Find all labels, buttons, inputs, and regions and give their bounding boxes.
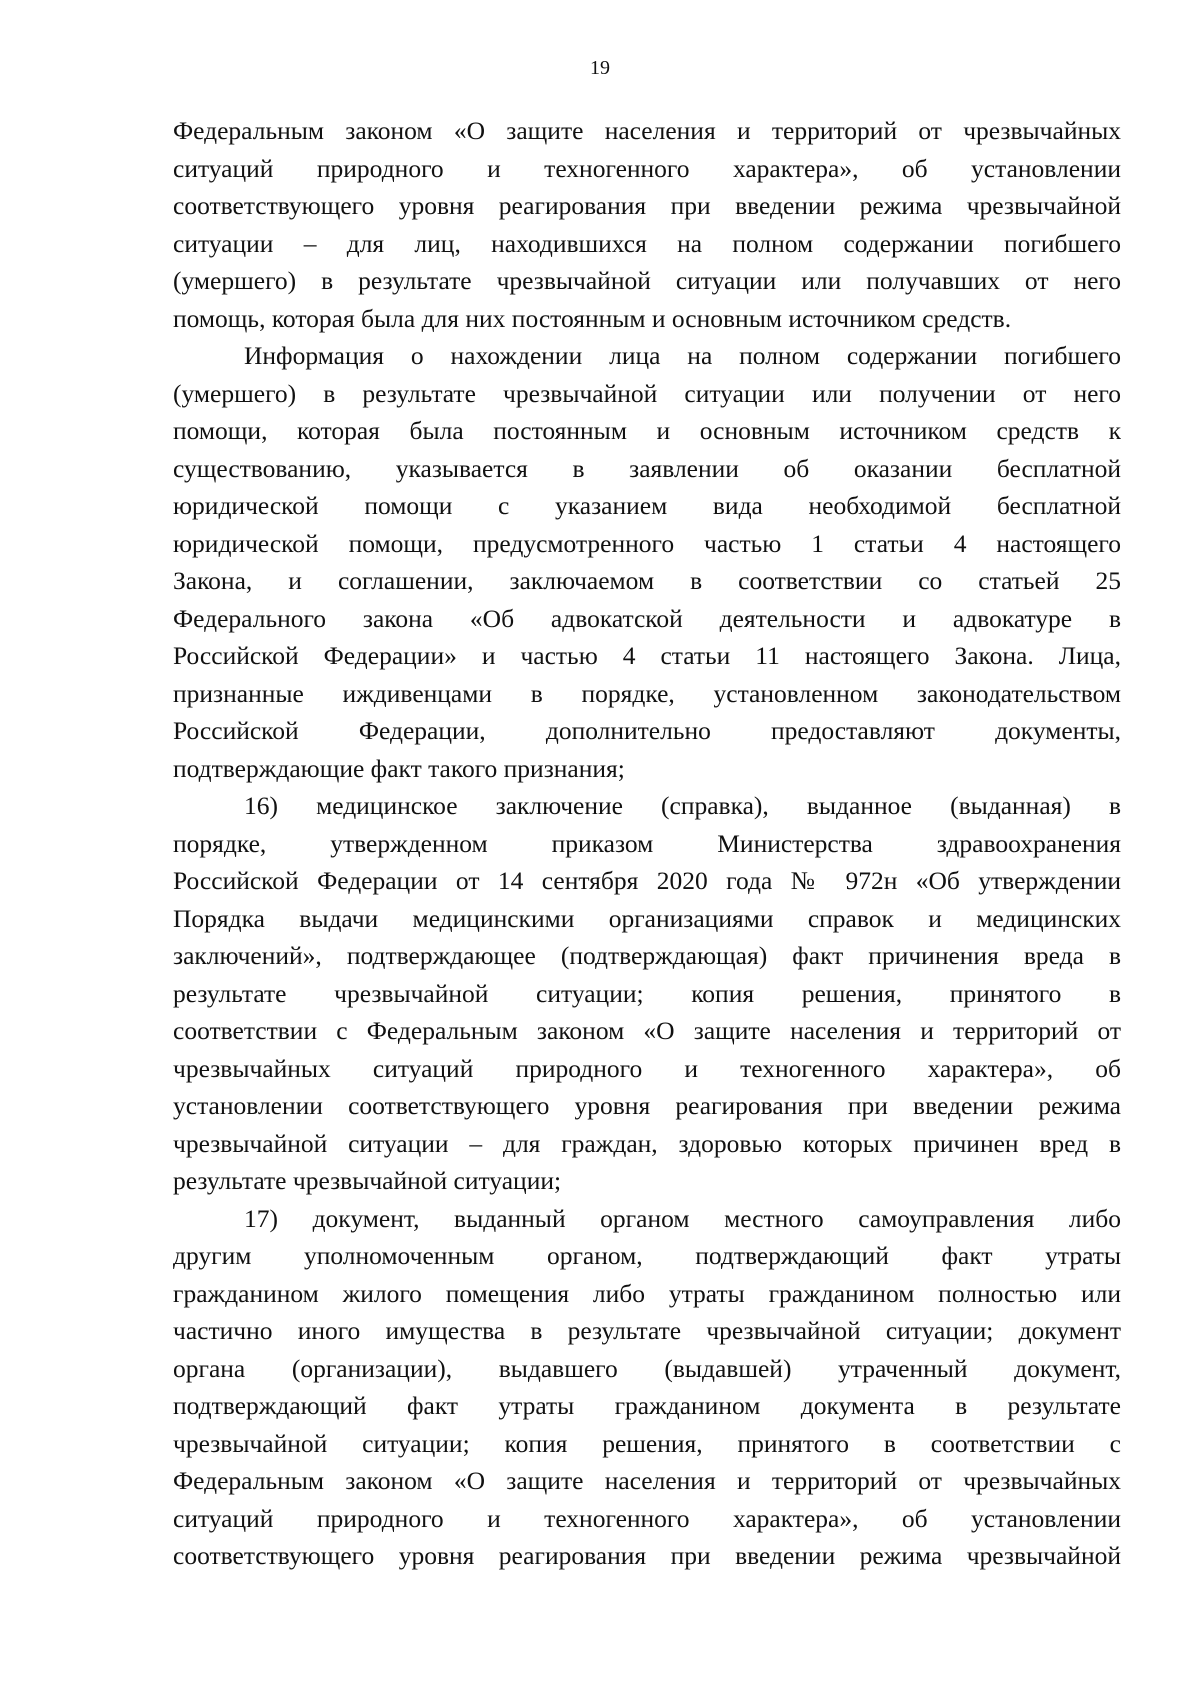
text-line: Федеральным законом «О защите населения и территорий от чрезвычайных (173, 1466, 1121, 1495)
text-line: существованию, указывается в заявлении об оказании бесплатной (173, 453, 1121, 483)
text-line: 16) медицинское заключение (справка), выданное (выданная) в (244, 791, 1121, 820)
text-line: Российской Федерации от 14 сентября 2020 года № 972н «Об утверждении (173, 866, 1121, 895)
text-line: Российской Федерации» и частью 4 статьи 11 настоящего Закона. Лица, (173, 641, 1121, 670)
text-line: частично иного имущества в результате чрезвычайной ситуации; документ (173, 1316, 1121, 1345)
text-line: ситуаций природного и техногенного характера», об установлении (173, 1503, 1121, 1533)
text-line: (умершего) в результате чрезвычайной ситуации или получавших от него (173, 266, 1121, 295)
text-line: Российской Федерации, дополнительно предоставляют документы, (173, 716, 1121, 745)
text-line: результате чрезвычайной ситуации; копия решения, принятого в (173, 978, 1121, 1008)
text-line: (умершего) в результате чрезвычайной ситуации или получении от него (173, 378, 1121, 408)
text-line: 17) документ, выданный органом местного самоуправления либо (244, 1203, 1121, 1233)
text-line: органа (организации), выдавшего (выдавшей) утраченный документ, (173, 1353, 1121, 1383)
text-line: заключений», подтверждающее (подтверждающая) факт причинения вреда в (173, 941, 1121, 970)
text-line: ситуации – для лиц, находившихся на полном содержании погибшего (173, 228, 1121, 258)
text-line: порядке, утвержденном приказом Министерства здравоохранения (173, 828, 1121, 858)
text-line: Закона, и соглашении, заключаемом в соответствии со статьей 25 (173, 566, 1121, 595)
text-line: юридической помощи с указанием вида необходимой бесплатной (173, 491, 1121, 520)
text-line: юридической помощи, предусмотренного частью 1 статьи 4 настоящего (173, 528, 1121, 558)
text-line: чрезвычайной ситуации; копия решения, принятого в соответствии с (173, 1428, 1121, 1458)
text-line: установлении соответствующего уровня реагирования при введении режима (173, 1091, 1121, 1120)
text-line: соответствующего уровня реагирования при введении режима чрезвычайной (173, 1541, 1121, 1570)
text-line: соответствующего уровня реагирования при введении режима чрезвычайной (173, 191, 1121, 220)
text-line: Информация о нахождении лица на полном содержании погибшего (244, 341, 1121, 370)
text-line: результате чрезвычайной ситуации; (173, 1166, 562, 1195)
body-text (173, 112, 1121, 1575)
text-line: другим уполномоченным органом, подтверждающий факт утраты (173, 1241, 1121, 1270)
text-line: чрезвычайной ситуации – для граждан, здоровью которых причинен вред в (173, 1128, 1121, 1158)
text-line: признанные иждивенцами в порядке, установленном законодательством (173, 678, 1121, 708)
text-line: подтверждающий факт утраты гражданином документа в результате (173, 1391, 1121, 1420)
text-line: ситуаций природного и техногенного характера», об установлении (173, 153, 1121, 183)
text-line: соответствии с Федеральным законом «О защите населения и территорий от (173, 1016, 1121, 1045)
text-line: Федеральным законом «О защите населения и территорий от чрезвычайных (173, 116, 1121, 145)
page-number: 19 (590, 57, 610, 79)
text-line: Порядка выдачи медицинскими организациями справок и медицинских (173, 903, 1121, 933)
text-line: помощь, которая была для них постоянным и основным источником средств. (173, 303, 1012, 333)
text-line: помощи, которая была постоянным и основным источником средств к (173, 416, 1121, 445)
text-line: подтверждающие факт такого признания; (173, 753, 625, 783)
text-line: гражданином жилого помещения либо утраты гражданином полностью или (173, 1278, 1121, 1308)
text-line: Федерального закона «Об адвокатской деятельности и адвокатуре в (173, 603, 1121, 633)
text-line: чрезвычайных ситуаций природного и техногенного характера», об (173, 1053, 1121, 1083)
